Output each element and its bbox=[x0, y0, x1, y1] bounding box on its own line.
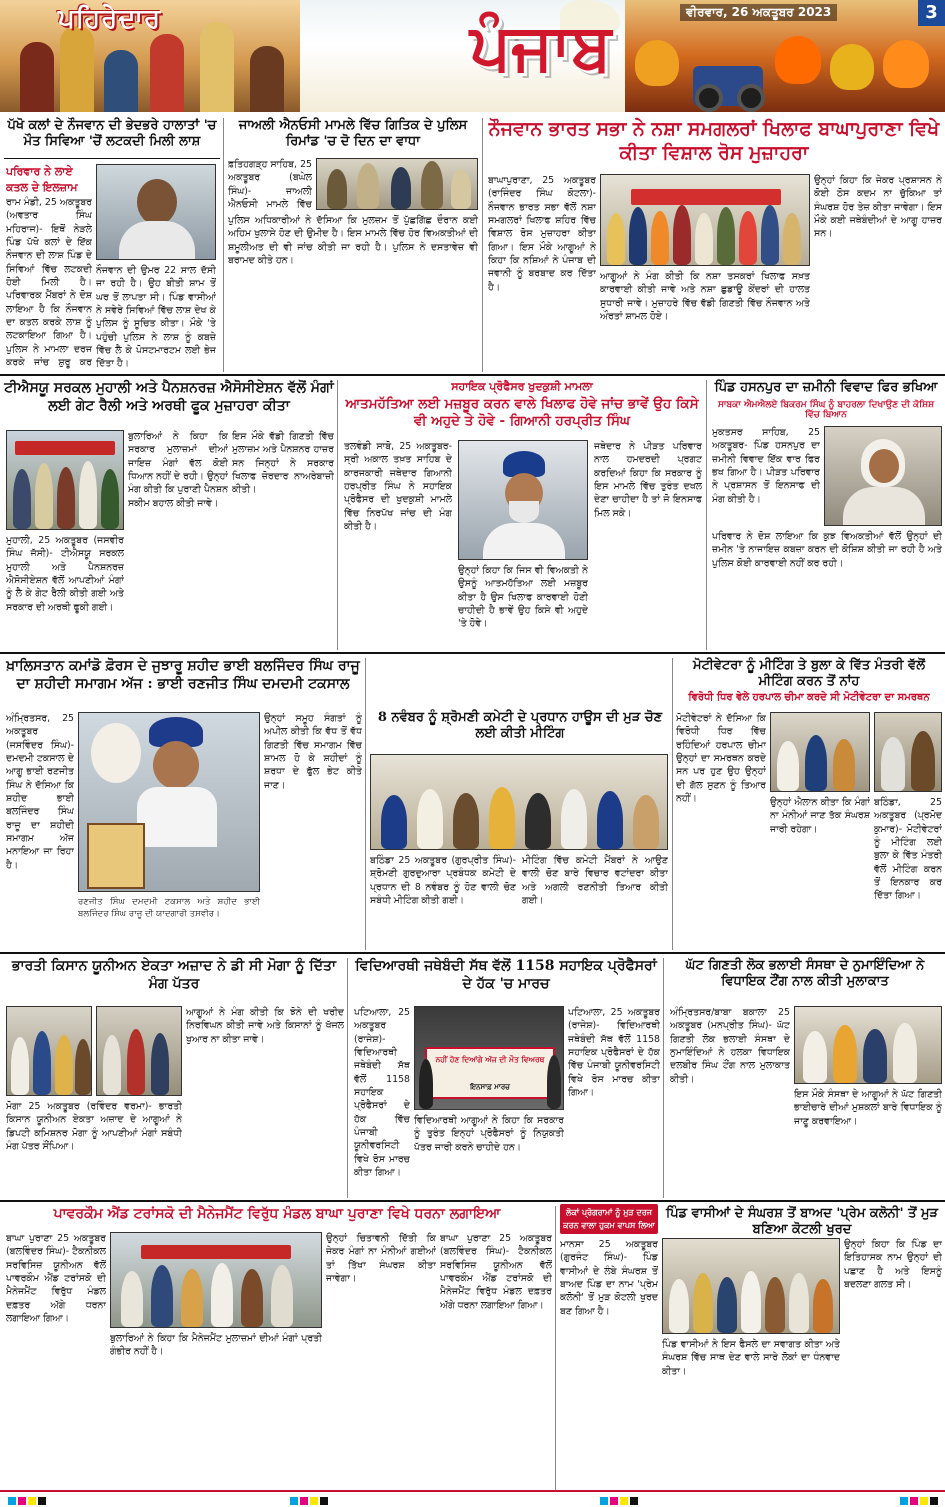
a1-body-2: ਨੌਜਵਾਨ ਦੀ ਉਮਰ 22 ਸਾਲ ਦੱਸੀ ਜਾ ਰਹੀ ਹੈ। ਉਹ ਬੀਤੀ ਸ਼ਾਮ ਤੋਂ ਘਰ ਤੋਂ ਲਾਪਤਾ ਸੀ। ਪਿੰਡ ਵਾਸੀਆਂ ਨੇ ਸਵੇਰੇ ਸਿਵਿਆਂ ਵਿੱਚ ਲਾਸ਼ ਦੇਖ ਕੇ ਪੁਲਿਸ ਨੂੰ ਸੂਚਿਤ ਕੀਤਾ। ਮੌਕੇ 'ਤੇ ਪਹੁੰਚੀ ਪੁਲਿਸ ਨੇ ਲਾਸ਼ ਨੂੰ ਕਬਜ਼ੇ ਵਿੱਚ ਲੈ ਕੇ ਪੋਸਟਮਾਰਟਮ ਲਈ ਭੇਜ ਦਿੱਤਾ ਹੈ। bbox=[96, 265, 216, 370]
a8-headline: 8 ਨਵੰਬਰ ਨੂੰ ਸ਼੍ਰੋਮਣੀ ਕਮੇਟੀ ਦੇ ਪ੍ਰਧਾਨ ਹਾਊਸ ਦੀ ਮੁੜ ਚੋਣ ਲਈ ਕੀਤੀ ਮੀਟਿੰਗ bbox=[377, 710, 663, 742]
a8-body-2: ਮੀਟਿੰਗ ਵਿੱਚ ਕਮੇਟੀ ਮੈਂਬਰਾਂ ਨੇ ਆਉਣ ਵਾਲੀ ਚੋਣ ਬਾਰੇ ਵਿਚਾਰ ਵਟਾਂਦਰਾ ਕੀਤਾ ਅਤੇ ਅਗਲੀ ਰਣਨੀਤੀ ਤਿਆਰ ਕੀਤੀ ਗਈ। bbox=[522, 855, 668, 907]
registration-square bbox=[610, 1497, 618, 1505]
a13-body-4: ਬਾਘਾ ਪੁਰਾਣਾ 25 ਅਕਤੂਬਰ (ਬਲਵਿੰਦਰ ਸਿੰਘ)- ਟੈਕਨੀਕਲ ਸਰਵਿਸਿਜ਼ ਯੂਨੀਅਨ ਵੱਲੋਂ ਪਾਵਰਕੌਮ ਐਂਡ ਟਰਾਂਸਕੋ ਦੀ ਮੈਨੇਜਮੈਂਟ ਵਿਰੁੱਧ ਮੰਡਲ ਦਫ਼ਤਰ ਅੱਗੇ ਧਰਨਾ ਲਗਾਇਆ ਗਿਆ। bbox=[440, 1233, 552, 1311]
registration-square bbox=[620, 1497, 628, 1505]
registration-square bbox=[300, 1497, 308, 1505]
a6-headline: ਪਿੰਡ ਹਸਨਪੁਰ ਦਾ ਜ਼ਮੀਨੀ ਵਿਵਾਦ ਫਿਰ ਭਖਿਆ bbox=[714, 380, 938, 395]
a7-caption: ਰਣਜੀਤ ਸਿੰਘ ਦਮਦਮੀ ਟਕਸਾਲ ਅਤੇ ਸ਼ਹੀਦ ਭਾਈ ਬਲਜਿੰਦਰ ਸਿੰਘ ਰਾਜੂ ਦੀ ਯਾਦਗਾਰੀ ਤਸਵੀਰ। bbox=[78, 897, 260, 920]
a13-headline: ਪਾਵਰਕੌਮ ਐਂਡ ਟਰਾਂਸਕੋ ਦੀ ਮੈਨੇਜਮੈਂਟ ਵਿਰੁੱਧ ਮੰਡਲ ਬਾਘਾ ਪੁਰਾਣਾ ਵਿਖੇ ਧਰਨਾ ਲਗਾਇਆ bbox=[53, 1206, 501, 1222]
a11-march-photo bbox=[414, 1006, 564, 1110]
a10-photo-2 bbox=[96, 1006, 182, 1096]
a2-body-2: ਪੁਲਿਸ ਅਧਿਕਾਰੀਆਂ ਨੇ ਦੱਸਿਆ ਕਿ ਮੁਲਜ਼ਮ ਤੋਂ ਪੁੱਛਗਿੱਛ ਦੌਰਾਨ ਕਈ ਅਹਿਮ ਖੁਲਾਸੇ ਹੋਣ ਦੀ ਉਮੀਦ ਹੈ। ਇਸ ਮਾਮਲੇ ਵਿੱਚ ਹੋਰ ਵਿਅਕਤੀਆਂ ਦੀ ਸ਼ਮੂਲੀਅਤ ਦੀ ਵੀ ਜਾਂਚ ਕੀਤੀ ਜਾ ਰਹੀ ਹੈ। ਪੁਲਿਸ ਨੇ ਦਸਤਾਵੇਜ਼ ਵੀ ਬਰਾਮਦ ਕੀਤੇ ਹਨ। bbox=[228, 215, 478, 267]
a10-body-2: ਆਗੂਆਂ ਨੇ ਮੰਗ ਕੀਤੀ ਕਿ ਝੋਨੇ ਦੀ ਖਰੀਦ ਨਿਰਵਿਘਨ ਕੀਤੀ ਜਾਵੇ ਅਤੇ ਕਿਸਾਨਾਂ ਨੂੰ ਖੱਜਲ ਖੁਆਰ ਨਾ ਕੀਤਾ ਜਾਵੇ। bbox=[186, 1007, 344, 1045]
registration-square bbox=[310, 1497, 318, 1505]
a14-ad-line-2: ਕਰਨ ਵਾਲਾ ਹੁਕਮ ਵਾਪਸ ਲਿਆ bbox=[563, 1221, 655, 1230]
a6-subhead: ਸਾਬਕਾ ਐਮਐਲਏ ਬਿਕਰਮ ਸਿੰਘ ਨੂੰ ਬਾਹਰਲਾ ਦਿਖਾਉਣ ਦੀ ਕੋਸ਼ਿਸ਼ ਵਿੱਚ ਬਿਆਨ bbox=[717, 400, 935, 420]
a4-headline: ਟੀਐਸਯੂ ਸਰਕਲ ਮੁਹਾਲੀ ਅਤੇ ਪੈਨਸ਼ਨਰਜ਼ ਐਸੋਸੀਏਸ਼ਨ ਵੱਲੋਂ ਮੰਗਾਂ ਲਈ ਗੇਟ ਰੈਲੀ ਅਤੇ ਅਰਥੀ ਫੂਕ ਮੁਜ਼ਾਹਰਾ ਕੀਤਾ bbox=[4, 380, 334, 414]
a6-body-2: ਪਰਿਵਾਰ ਨੇ ਦੋਸ਼ ਲਾਇਆ ਕਿ ਕੁਝ ਵਿਅਕਤੀਆਂ ਵੱਲੋਂ ਉਨ੍ਹਾਂ ਦੀ ਜ਼ਮੀਨ 'ਤੇ ਨਾਜਾਇਜ਼ ਕਬਜ਼ਾ ਕਰਨ ਦੀ ਕੋਸ਼ਿਸ਼ ਕੀਤੀ ਜਾ ਰਹੀ ਹੈ ਅਤੇ ਪੁਲਿਸ ਕੋਈ ਕਾਰਵਾਈ ਨਹੀਂ ਕਰ ਰਹੀ। bbox=[712, 531, 942, 569]
a13-body-1: ਬਾਘਾ ਪੁਰਾਣਾ 25 ਅਕਤੂਬਰ (ਬਲਵਿੰਦਰ ਸਿੰਘ)- ਟੈਕਨੀਕਲ ਸਰਵਿਸਿਜ਼ ਯੂਨੀਅਨ ਵੱਲੋਂ ਪਾਵਰਕੌਮ ਐਂਡ ਟਰਾਂਸਕੋ ਦੀ ਮੈਨੇਜਮੈਂਟ ਵਿਰੁੱਧ ਮੰਡਲ ਦਫ਼ਤਰ ਅੱਗੇ ਧਰਨਾ ਲਗਾਇਆ ਗਿਆ। bbox=[6, 1233, 106, 1325]
a6-woman-photo bbox=[824, 426, 942, 526]
masthead bbox=[0, 0, 945, 112]
a2-body-1: ਫ਼ਤਿਹਗੜ੍ਹ ਸਾਹਿਬ, 25 ਅਕਤੂਬਰ (ਬਘੇਲ ਸਿੰਘ)- ਜਾਅਲੀ ਐਨਓਸੀ ਮਾਮਲੇ ਵਿੱਚ bbox=[228, 159, 312, 210]
a1-portrait bbox=[96, 164, 216, 260]
registration-square bbox=[38, 1497, 46, 1505]
a14-ad-line-1: ਲੋਕਾਂ ਪ੍ਰੋਗਰਾਮਾਂ ਨੂੰ ਮੁੜ ਦਰਜ bbox=[566, 1208, 652, 1217]
a11-body-2: ਵਿਦਿਆਰਥੀ ਆਗੂਆਂ ਨੇ ਕਿਹਾ ਕਿ ਸਰਕਾਰ ਨੂੰ ਤੁਰੰਤ ਇਨ੍ਹਾਂ ਪ੍ਰੋਫੈਸਰਾਂ ਨੂੰ ਨਿਯੁਕਤੀ ਪੱਤਰ ਜਾਰੀ ਕਰਨੇ ਚਾਹੀਦੇ ਹਨ। bbox=[414, 1115, 564, 1153]
a3-body-3: ਉਨ੍ਹਾਂ ਕਿਹਾ ਕਿ ਜੇਕਰ ਪ੍ਰਸ਼ਾਸਨ ਨੇ ਕੋਈ ਠੋਸ ਕਦਮ ਨਾ ਚੁੱਕਿਆ ਤਾਂ ਸੰਘਰਸ਼ ਹੋਰ ਤੇਜ਼ ਕੀਤਾ ਜਾਵੇਗਾ। ਇਸ ਮੌਕੇ ਕਈ ਜਥੇਬੰਦੀਆਂ ਦੇ ਆਗੂ ਹਾਜ਼ਰ ਸਨ। bbox=[814, 175, 942, 240]
a7-body-2: ਉਨ੍ਹਾਂ ਸਮੂਹ ਸੰਗਤਾਂ ਨੂੰ ਅਪੀਲ ਕੀਤੀ ਕਿ ਵੱਧ ਤੋਂ ਵੱਧ ਗਿਣਤੀ ਵਿੱਚ ਸਮਾਗਮ ਵਿੱਚ ਸ਼ਾਮਲ ਹੋ ਕੇ ਸ਼ਹੀਦਾਂ ਨੂੰ ਸ਼ਰਧਾ ਦੇ ਫੁੱਲ ਭੇਟ ਕੀਤੇ ਜਾਣ। bbox=[264, 713, 362, 791]
a4-body-3: ਇਸ ਮੌਕੇ ਵੱਡੀ ਗਿਣਤੀ ਵਿੱਚ ਮੁਲਾਜ਼ਮ ਅਤੇ ਪੈਨਸ਼ਨਰ ਹਾਜ਼ਰ ਸਨ ਜਿਨ੍ਹਾਂ ਨੇ ਸਰਕਾਰ ਖਿਲਾਫ ਜ਼ੋਰਦਾਰ ਨਾਅਰੇਬਾਜ਼ੀ ਕੀਤੀ। bbox=[232, 431, 334, 496]
a11-banner-text: ਨਹੀਂ ਹੋਣ ਦਿਆਂਗੇ ਅੱਜ ਦੀ ਮੌਤ ਵਿਅਰਥ bbox=[435, 1055, 545, 1064]
a14-body-2: ਪਿੰਡ ਵਾਸੀਆਂ ਨੇ ਇਸ ਫੈਸਲੇ ਦਾ ਸਵਾਗਤ ਕੀਤਾ ਅਤੇ ਸੰਘਰਸ਼ ਵਿੱਚ ਸਾਥ ਦੇਣ ਵਾਲੇ ਸਾਰੇ ਲੋਕਾਂ ਦਾ ਧੰਨਵਾਦ ਕੀਤਾ। bbox=[662, 1339, 840, 1377]
a10-body-1: ਮੋਗਾ 25 ਅਕਤੂਬਰ (ਰਵਿੰਦਰ ਵਰਮਾ)- ਭਾਰਤੀ ਕਿਸਾਨ ਯੂਨੀਅਨ ਏਕਤਾ ਅਜ਼ਾਦ ਦੇ ਆਗੂਆਂ ਨੇ ਡਿਪਟੀ ਕਮਿਸ਼ਨਰ ਮੋਗਾ ਨੂੰ ਆਪਣੀਆਂ ਮੰਗਾਂ ਸਬੰਧੀ ਮੰਗ ਪੱਤਰ ਸੌਂਪਿਆ। bbox=[6, 1101, 182, 1153]
a9-body-4: ਬਠਿੰਡਾ, 25 ਅਕਤੂਬਰ (ਪ੍ਰਮੋਦ ਕੁਮਾਰ)- ਮੋਟੀਵੇਟਰਾਂ ਨੂੰ ਮੀਟਿੰਗ ਲਈ ਬੁਲਾ ਕੇ ਵਿੱਤ ਮੰਤਰੀ ਵੱਲੋਂ ਮੀਟਿੰਗ ਕਰਨ ਤੋਂ ਇਨਕਾਰ ਕਰ ਦਿੱਤਾ ਗਿਆ। bbox=[874, 797, 942, 902]
a2-picture bbox=[316, 158, 478, 210]
a7-photo-group bbox=[78, 712, 260, 892]
a8-meeting-photo bbox=[370, 754, 668, 850]
a9-body-3: ਉਨ੍ਹਾਂ ਐਲਾਨ ਕੀਤਾ ਕਿ ਮੰਗਾਂ ਨਾ ਮੰਨੀਆਂ ਜਾਣ ਤੱਕ ਸੰਘਰਸ਼ ਜਾਰੀ ਰਹੇਗਾ। bbox=[770, 797, 870, 835]
a7-headline: ਖ਼ਾਲਿਸਤਾਨ ਕਮਾਂਡੋ ਫ਼ੋਰਸ ਦੇ ਜੁਝਾਰੂ ਸ਼ਹੀਦ ਭਾਈ ਬਲਜਿੰਦਰ ਸਿੰਘ ਰਾਜੂ ਦਾ ਸ਼ਹੀਦੀ ਸਮਾਗਮ ਅੱਜ : ਭਾਈ ਰਣਜੀਤ ਸਿੰਘ ਦਮਦਮੀ ਟਕਸਾਲ bbox=[6, 658, 360, 692]
a10-photo-1 bbox=[6, 1006, 92, 1096]
a12-headline: ਘੱਟ ਗਿਣਤੀ ਲੋਕ ਭਲਾਈ ਸੰਸਥਾ ਦੇ ਨੁਮਾਇੰਦਿਆ ਨੇ ਵਿਧਾਇਕ ਟੌਂਗ ਨਾਲ ਕੀਤੀ ਮੁਲਾਕਾਤ bbox=[685, 958, 925, 990]
a14-headline: ਪਿੰਡ ਵਾਸੀਆਂ ਦੇ ਸੰਘਰਸ਼ ਤੋਂ ਬਾਅਦ 'ਪ੍ਰੇਮ ਕਲੋਨੀ' ਤੋਂ ਮੁੜ ਬਣਿਆ ਕੋਟਲੀ ਖੁਰਦ bbox=[666, 1206, 938, 1238]
a5-headline: ਆਤਮਹੱਤਿਆ ਲਈ ਮਜ਼ਬੂਰ ਕਰਨ ਵਾਲੇ ਖਿਲਾਫ ਹੋਵੇ ਜਾਂਚ ਭਾਵੇਂ ਉਹ ਕਿਸੇ ਵੀ ਅਹੁਦੇ ਤੇ ਹੋਵੇ - ਗਿਆਨੀ ਹਰਪ੍ਰੀਤ ਸਿੰਘ bbox=[345, 396, 699, 429]
a9-subhead: ਵਿਰੋਧੀ ਧਿਰ ਵੇਲੇ ਹਰਪਾਲ ਚੀਮਾ ਕਰਦੇ ਸੀ ਮੋਟੀਵੇਟਰਾ ਦਾ ਸਮਰਥਨ bbox=[688, 692, 930, 703]
registration-square bbox=[600, 1497, 608, 1505]
registration-square bbox=[630, 1497, 638, 1505]
a5-portrait bbox=[458, 440, 588, 560]
a14-ad-box bbox=[560, 1204, 658, 1234]
a14-body-3: ਉਨ੍ਹਾਂ ਕਿਹਾ ਕਿ ਪਿੰਡ ਦਾ ਇਤਿਹਾਸਕ ਨਾਮ ਉਨ੍ਹਾਂ ਦੀ ਪਛਾਣ ਹੈ ਅਤੇ ਇਸਨੂੰ ਬਦਲਣਾ ਗਲਤ ਸੀ। bbox=[844, 1239, 942, 1291]
a12-meeting-photo bbox=[794, 1006, 942, 1084]
a13-body-2: ਬੁਲਾਰਿਆਂ ਨੇ ਕਿਹਾ ਕਿ ਮੈਨੇਜਮੈਂਟ ਮੁਲਾਜ਼ਮਾਂ ਦੀਆਂ ਮੰਗਾਂ ਪ੍ਰਤੀ ਗੰਭੀਰ ਨਹੀਂ ਹੈ। bbox=[110, 1333, 322, 1358]
registration-square bbox=[290, 1497, 298, 1505]
a11-headline: ਵਿਦਿਆਰਥੀ ਜਥੇਬੰਦੀ ਸੱਥ ਵੱਲੋਂ 1158 ਸਹਾਇਕ ਪ੍ਰੋਫੈਸਰਾਂ ਦੇ ਹੱਕ 'ਚ ਮਾਰਚ bbox=[355, 958, 657, 992]
a3-headline: ਨੌਜਵਾਨ ਭਾਰਤ ਸਭਾ ਨੇ ਨਸ਼ਾ ਸਮਗਲਰਾਂ ਖਿਲਾਫ ਬਾਘਾਪੁਰਾਣਾ ਵਿਖੇ ਕੀਤਾ ਵਿਸ਼ਾਲ ਰੋਸ ਮੁਜ਼ਾਹਰਾ bbox=[488, 118, 940, 164]
registration-square bbox=[320, 1497, 328, 1505]
a13-body-3: ਉਨ੍ਹਾਂ ਚਿਤਾਵਨੀ ਦਿੱਤੀ ਕਿ ਜੇਕਰ ਮੰਗਾਂ ਨਾ ਮੰਨੀਆਂ ਗਈਆਂ ਤਾਂ ਤਿੱਖਾ ਸੰਘਰਸ਼ ਕੀਤਾ ਜਾਵੇਗਾ। bbox=[326, 1233, 436, 1285]
a1-sidebar-head: ਪਰਿਵਾਰ ਨੇ ਲਾਏ ਕਤਲ ਦੇ ਇਲਜ਼ਾਮ bbox=[6, 165, 78, 194]
a5-body-3: ਜਥੇਦਾਰ ਨੇ ਪੀੜਤ ਪਰਿਵਾਰ ਨਾਲ ਹਮਦਰਦੀ ਪ੍ਰਗਟ ਕਰਦਿਆਂ ਕਿਹਾ ਕਿ ਸਰਕਾਰ ਨੂੰ ਇਸ ਮਾਮਲੇ ਵਿੱਚ ਤੁਰੰਤ ਦਖਲ ਦੇਣਾ ਚਾਹੀਦਾ ਹੈ ਤਾਂ ਜੋ ਇਨਸਾਫ ਮਿਲ ਸਕੇ। bbox=[594, 441, 702, 519]
a13-protest-photo bbox=[110, 1232, 322, 1328]
a9-headline: ਮੋਟੀਵੇਟਰਾ ਨੂੰ ਮੀਟਿੰਗ ਤੇ ਬੁਲਾ ਕੇ ਵਿੱਤ ਮੰਤਰੀ ਵੱਲੋਂ ਮੀਟਿੰਗ ਕਰਨ ਤੋਂ ਨਾਂਹ bbox=[693, 658, 925, 690]
registration-square bbox=[18, 1497, 26, 1505]
a9-body-2: ਮੋਟੀਵੇਟਰਾਂ ਨੇ ਦੱਸਿਆ ਕਿ ਵਿਰੋਧੀ ਧਿਰ ਵਿੱਚ ਰਹਿੰਦਿਆਂ ਹਰਪਾਲ ਚੀਮਾ ਉਨ੍ਹਾਂ ਦਾ ਸਮਰਥਨ ਕਰਦੇ ਸਨ ਪਰ ਹੁਣ ਉਹ ਉਨ੍ਹਾਂ ਦੀ ਗੱਲ ਸੁਣਨ ਨੂੰ ਤਿਆਰ ਨਹੀਂ। bbox=[676, 713, 766, 805]
a12-body-1: ਅੰਮ੍ਰਿਤਸਰ/ਬਾਬਾ ਬਕਾਲਾ 25 ਅਕਤੂਬਰ (ਮਨਪ੍ਰੀਤ ਸਿੰਘ)- ਘੱਟ ਗਿਣਤੀ ਲੋਕ ਭਲਾਈ ਸੰਸਥਾ ਦੇ ਨੁਮਾਇੰਦਿਆਂ ਨੇ ਹਲਕਾ ਵਿਧਾਇਕ ਦਲਬੀਰ ਸਿੰਘ ਟੌਂਗ ਨਾਲ ਮੁਲਾਕਾਤ ਕੀਤੀ। bbox=[670, 1007, 790, 1085]
a5-body-1: ਤਲਵੰਡੀ ਸਾਬੋ, 25 ਅਕਤੂਬਰ- ਸ੍ਰੀ ਅਕਾਲ ਤਖ਼ਤ ਸਾਹਿਬ ਦੇ ਕਾਰਜਕਾਰੀ ਜਥੇਦਾਰ ਗਿਆਨੀ ਹਰਪ੍ਰੀਤ ਸਿੰਘ ਨੇ ਸਹਾਇਕ ਪ੍ਰੋਫੈਸਰ ਦੀ ਖੁਦਕੁਸ਼ੀ ਮਾਮਲੇ ਵਿੱਚ ਨਿਰਪੱਖ ਜਾਂਚ ਦੀ ਮੰਗ ਕੀਤੀ ਹੈ। bbox=[344, 441, 452, 533]
a14-body-1: ਮਾਨਸਾ 25 ਅਕਤੂਬਰ (ਗੁਰਜੰਟ ਸਿੰਘ)- ਪਿੰਡ ਵਾਸੀਆਂ ਦੇ ਲੰਬੇ ਸੰਘਰਸ਼ ਤੋਂ ਬਾਅਦ ਪਿੰਡ ਦਾ ਨਾਮ 'ਪ੍ਰੇਮ ਕਲੋਨੀ' ਤੋਂ ਮੁੜ ਕੋਟਲੀ ਖੁਰਦ ਬਣ ਗਿਆ ਹੈ। bbox=[560, 1239, 658, 1317]
registration-square bbox=[8, 1497, 16, 1505]
registration-square bbox=[910, 1497, 918, 1505]
registration-square bbox=[28, 1497, 36, 1505]
a5-kicker: ਸਹਾਇਕ ਪ੍ਰੋਫੈਸਰ ਖੁਦਕੁਸ਼ੀ ਮਾਮਲਾ bbox=[451, 380, 593, 393]
issue-date: ਵੀਰਵਾਰ, 26 ਅਕਤੂਬਰ 2023 bbox=[680, 4, 837, 21]
a2-headline: ਜਾਅਲੀ ਐਨਓਸੀ ਮਾਮਲੇ ਵਿੱਚ ਗਿਤਿਕ ਦੇ ਪੁਲਿਸ ਰਿਮਾਂਡ 'ਚ ਦੋ ਦਿਨ ਦਾ ਵਾਧਾ bbox=[238, 118, 468, 150]
a4-protest-photo bbox=[6, 430, 124, 530]
a7-body-1: ਅੰਮ੍ਰਿਤਸਰ, 25 ਅਕਤੂਬਰ (ਜਸਵਿੰਦਰ ਸਿੰਘ)- ਦਮਦਮੀ ਟਕਸਾਲ ਦੇ ਆਗੂ ਭਾਈ ਰਣਜੀਤ ਸਿੰਘ ਨੇ ਦੱਸਿਆ ਕਿ ਸ਼ਹੀਦ ਭਾਈ ਬਲਜਿੰਦਰ ਸਿੰਘ ਰਾਜੂ ਦਾ ਸ਼ਹੀਦੀ ਸਮਾਗਮ ਅੱਜ ਮਨਾਇਆ ਜਾ ਰਿਹਾ ਹੈ। bbox=[6, 713, 74, 871]
a4-body-2: ਬੁਲਾਰਿਆਂ ਨੇ ਕਿਹਾ ਕਿ ਸਰਕਾਰ ਮੁਲਾਜ਼ਮਾਂ ਦੀਆਂ ਜਾਇਜ਼ ਮੰਗਾਂ ਵੱਲ ਕੋਈ ਧਿਆਨ ਨਹੀਂ ਦੇ ਰਹੀ। ਉਨ੍ਹਾਂ ਮੰਗ ਕੀਤੀ ਕਿ ਪੁਰਾਣੀ ਪੈਨਸ਼ਨ ਸਕੀਮ ਬਹਾਲ ਕੀਤੀ ਜਾਵੇ। bbox=[128, 431, 228, 509]
registration-square bbox=[930, 1497, 938, 1505]
a3-body-2: ਆਗੂਆਂ ਨੇ ਮੰਗ ਕੀਤੀ ਕਿ ਨਸ਼ਾ ਤਸਕਰਾਂ ਖਿਲਾਫ ਸਖ਼ਤ ਕਾਰਵਾਈ ਕੀਤੀ ਜਾਵੇ ਅਤੇ ਨਸ਼ਾ ਛੁਡਾਊ ਕੇਂਦਰਾਂ ਦੀ ਹਾਲਤ ਸੁਧਾਰੀ ਜਾਵੇ। ਮੁਜ਼ਾਹਰੇ ਵਿੱਚ ਵੱਡੀ ਗਿਣਤੀ ਵਿੱਚ ਨੌਜਵਾਨ ਅਤੇ ਔਰਤਾਂ ਸ਼ਾਮਲ ਹੋਏ। bbox=[600, 271, 810, 323]
a4-body-1: ਮੁਹਾਲੀ, 25 ਅਕਤੂਬਰ (ਜਸਵੀਰ ਸਿੰਘ ਜੱਸੀ)- ਟੀਐਸਯੂ ਸਰਕਲ ਮੁਹਾਲੀ ਅਤੇ ਪੈਨਸ਼ਨਰਜ਼ ਐਸੋਸੀਏਸ਼ਨ ਵੱਲੋਂ ਆਪਣੀਆਂ ਮੰਗਾਂ ਨੂੰ ਲੈ ਕੇ ਗੇਟ ਰੈਲੀ ਕੀਤੀ ਗਈ ਅਤੇ ਸਰਕਾਰ ਦੀ ਅਰਥੀ ਫੂਕੀ ਗਈ। bbox=[6, 535, 124, 613]
a14-village-photo bbox=[662, 1238, 840, 1334]
brand-name: ਪਹਿਰੇਦਾਰ bbox=[58, 4, 161, 34]
footer-rule bbox=[0, 1490, 945, 1492]
a5-body-2: ਉਨ੍ਹਾਂ ਕਿਹਾ ਕਿ ਜਿਸ ਵੀ ਵਿਅਕਤੀ ਨੇ ਉਸਨੂੰ ਆਤਮਹੱਤਿਆ ਲਈ ਮਜ਼ਬੂਰ ਕੀਤਾ ਹੈ ਉਸ ਖਿਲਾਫ ਕਾਰਵਾਈ ਹੋਣੀ ਚਾਹੀਦੀ ਹੈ ਭਾਵੇਂ ਉਹ ਕਿਸੇ ਵੀ ਅਹੁਦੇ 'ਤੇ ਹੋਵੇ। bbox=[458, 565, 588, 630]
registration-square bbox=[920, 1497, 928, 1505]
a3-protest-photo bbox=[600, 174, 810, 266]
a10-headline: ਭਾਰਤੀ ਕਿਸਾਨ ਯੂਨੀਅਨ ਏਕਤਾ ਅਜ਼ਾਦ ਨੇ ਡੀ ਸੀ ਮੋਗਾ ਨੂੰ ਦਿੱਤਾ ਮੰਗ ਪੱਤਰ bbox=[11, 958, 336, 992]
a11-banner-sub: ਇਨਸਾਫ਼ ਮਾਰਚ bbox=[470, 1083, 510, 1091]
a9-side-photo bbox=[874, 712, 942, 792]
a6-body-1: ਮੁਕਤਸਰ ਸਾਹਿਬ, 25 ਅਕਤੂਬਰ- ਪਿੰਡ ਹਸਨਪੁਰ ਦਾ ਜ਼ਮੀਨੀ ਵਿਵਾਦ ਇੱਕ ਵਾਰ ਫਿਰ ਭਖ ਗਿਆ ਹੈ। ਪੀੜਤ ਪਰਿਵਾਰ ਨੇ ਪ੍ਰਸ਼ਾਸਨ ਤੋਂ ਇਨਸਾਫ ਦੀ ਮੰਗ ਕੀਤੀ ਹੈ। bbox=[712, 427, 820, 505]
a3-body-1: ਬਾਘਾਪੁਰਾਣਾ, 25 ਅਕਤੂਬਰ (ਰਾਜਿੰਦਰ ਸਿੰਘ ਕੋਟਲਾ)- ਨੌਜਵਾਨ ਭਾਰਤ ਸਭਾ ਵੱਲੋਂ ਨਸ਼ਾ ਸਮਗਲਰਾਂ ਖਿਲਾਫ ਸ਼ਹਿਰ ਵਿੱਚ ਵਿਸ਼ਾਲ ਰੋਸ ਮੁਜ਼ਾਹਰਾ ਕੀਤਾ ਗਿਆ। ਇਸ ਮੌਕੇ ਆਗੂਆਂ ਨੇ ਕਿਹਾ ਕਿ ਨਸ਼ਿਆਂ ਨੇ ਪੰਜਾਬ ਦੀ ਜਵਾਨੀ ਨੂੰ ਬਰਬਾਦ ਕਰ ਦਿੱਤਾ ਹੈ। bbox=[488, 175, 596, 293]
a9-meeting-photo bbox=[770, 712, 870, 792]
a1-headline: ਪੱਖੋ ਕਲਾਂ ਦੇ ਨੌਜਵਾਨ ਦੀ ਭੇਦਭਰੇ ਹਾਲਾਤਾਂ 'ਚ ਮੌਤ ਸਿਵਿਆ 'ਚੋਂ ਲਟਕਦੀ ਮਿਲੀ ਲਾਸ਼ bbox=[7, 118, 217, 150]
registration-square bbox=[900, 1497, 908, 1505]
a1-body-1: ਰਾਮ ਮੰਡੀ, 25 ਅਕਤੂਬਰ (ਅਵਤਾਰ ਸਿੰਘ ਮਹਿਰਾਜ)- ਇਥੋਂ ਨੇੜਲੇ ਪਿੰਡ ਪੱਖੋ ਕਲਾਂ ਦੇ ਇੱਕ ਨੌਜਵਾਨ ਦੀ ਲਾਸ਼ ਪਿੰਡ ਦੇ ਸਿਵਿਆਂ ਵਿੱਚ ਲਟਕਦੀ ਹੋਈ ਮਿਲੀ ਹੈ। ਪਰਿਵਾਰਕ ਮੈਂਬਰਾਂ ਨੇ ਦੋਸ਼ ਲਾਇਆ ਹੈ ਕਿ ਨੌਜਵਾਨ ਦਾ ਕਤਲ ਕਰਕੇ ਲਾਸ਼ ਨੂੰ ਲਟਕਾਇਆ ਗਿਆ ਹੈ। ਪੁਲਿਸ ਨੇ ਮਾਮਲਾ ਦਰਜ ਕਰਕੇ ਜਾਂਚ ਸ਼ੁਰੂ ਕਰ bbox=[6, 197, 92, 369]
a12-body-2: ਇਸ ਮੌਕੇ ਸੰਸਥਾ ਦੇ ਆਗੂਆਂ ਨੇ ਘੱਟ ਗਿਣਤੀ ਭਾਈਚਾਰੇ ਦੀਆਂ ਮੁਸ਼ਕਲਾਂ ਬਾਰੇ ਵਿਧਾਇਕ ਨੂੰ ਜਾਣੂ ਕਰਵਾਇਆ। bbox=[794, 1089, 942, 1127]
a11-body-3: ਪਟਿਆਲਾ, 25 ਅਕਤੂਬਰ (ਰਾਜੇਸ਼)- ਵਿਦਿਆਰਥੀ ਜਥੇਬੰਦੀ ਸੱਥ ਵੱਲੋਂ 1158 ਸਹਾਇਕ ਪ੍ਰੋਫੈਸਰਾਂ ਦੇ ਹੱਕ ਵਿੱਚ ਪੰਜਾਬੀ ਯੂਨੀਵਰਸਿਟੀ ਵਿਖੇ ਰੋਸ ਮਾਰਚ ਕੀਤਾ ਗਿਆ। bbox=[568, 1007, 660, 1099]
a8-body-1: ਬਠਿੰਡਾ 25 ਅਕਤੂਬਰ (ਗੁਰਪ੍ਰੀਤ ਸਿੰਘ)- ਸ਼੍ਰੋਮਣੀ ਗੁਰਦੁਆਰਾ ਪ੍ਰਬੰਧਕ ਕਮੇਟੀ ਦੇ ਪ੍ਰਧਾਨ ਦੀ 8 ਨਵੰਬਰ ਨੂੰ ਹੋਣ ਵਾਲੀ ਚੋਣ ਸਬੰਧੀ ਮੀਟਿੰਗ ਕੀਤੀ ਗਈ। bbox=[370, 855, 516, 907]
a11-body-1: ਪਟਿਆਲਾ, 25 ਅਕਤੂਬਰ (ਰਾਜੇਸ਼)- ਵਿਦਿਆਰਥੀ ਜਥੇਬੰਦੀ ਸੱਥ ਵੱਲੋਂ 1158 ਸਹਾਇਕ ਪ੍ਰੋਫੈਸਰਾਂ ਦੇ ਹੱਕ ਵਿੱਚ ਪੰਜਾਬੀ ਯੂਨੀਵਰਸਿਟੀ ਵਿਖੇ ਰੋਸ ਮਾਰਚ ਕੀਤਾ ਗਿਆ। bbox=[354, 1007, 410, 1179]
section-title: ਪੰਜਾਬ bbox=[470, 10, 612, 85]
page-number: 3 bbox=[918, 0, 945, 26]
footer-strip bbox=[0, 1494, 945, 1507]
